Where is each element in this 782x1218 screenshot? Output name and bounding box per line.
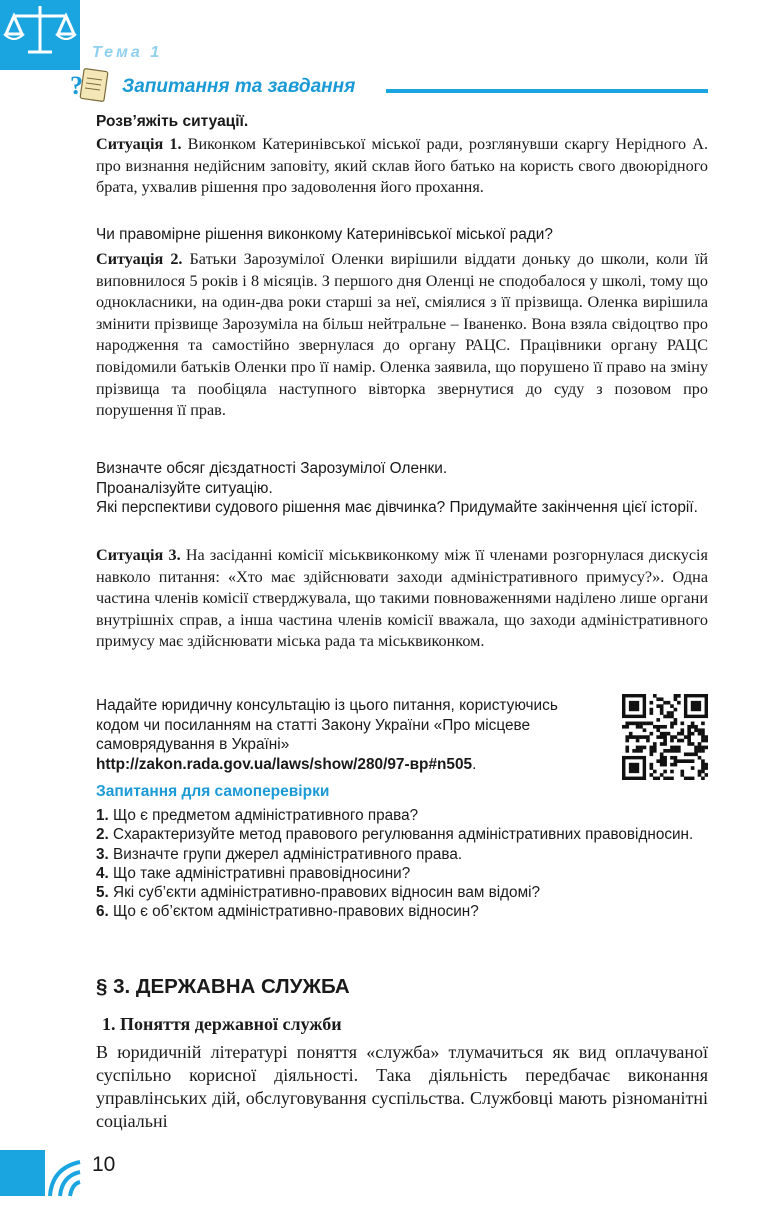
list-item: 1. Що є предметом адміністративного права? — [96, 807, 419, 824]
footer-emblem — [0, 1150, 45, 1196]
law-link[interactable]: http://zakon.rada.gov.ua/laws/show/280/97-вр#n505 — [96, 755, 473, 773]
situation-3-task: Надайте юридичну консультацію із цього питання, користуючись кодом чи посиланням на статті Закону України «Про місцеве самоврядування в Україні» http://zakon.rada.gov.ua/laws/show/280/97-вр#n505. — [96, 697, 558, 773]
list-item: 3. Визначте групи джерел адміністративного права. — [96, 845, 463, 863]
situation-3-task-text: Надайте юридичну консультацію із цього питання, користуючись кодом чи посиланням на статті Закону України «Про місцеве самоврядування в Україні» — [96, 697, 558, 753]
topic-label: Тема 1 — [92, 44, 163, 61]
situation-3 — [96, 545, 708, 653]
section-divider — [386, 89, 708, 93]
situation-1-text: Виконком Катеринівської міської ради, розглянувши скаргу Нерідного А. про визнання недійсним заповіту, який склав його батько на користь свого двоюрідного брата, ухвалив рішення про задоволення його прохання. — [96, 135, 708, 197]
self-check-list — [96, 806, 708, 922]
questions-icon — [68, 68, 112, 102]
list-item: 6. Що є об’єктом адміністративно-правових відносин? — [96, 903, 479, 921]
situation-2-question-3: Які перспективи судового рішення має дівчинка? Придумайте закінчення цієї історії. — [96, 499, 698, 516]
list-item: 4. Що таке адміністративні правовідносини? — [96, 864, 411, 882]
situation-3-label: Ситуація 3. — [96, 546, 181, 564]
situation-2-question-2: Проаналізуйте ситуацію. — [96, 480, 273, 497]
intro-heading: Розв’яжіть ситуації. — [96, 113, 249, 130]
self-check-title: Запитання для самоперевірки — [96, 783, 330, 800]
chapter-title: § 3. ДЕРЖАВНА СЛУЖБА — [96, 975, 350, 998]
situation-2-text: Батьки Зарозумілої Оленки вирішили віддати доньку до школи, коли їй виповнилося 5 років і 8 місяців. З першого дня Оленці не сподобалося у школі, тому що однокласники, на один-два роки старші за неї, сміялися з її прізвища. Оленка вирішила змінити прізвище Зарозуміла на більш нейтральне – Іваненко. Вона взяла свідоцтво про народження та самостійно звернулася до органу РАЦС. Працівники органу РАЦС повідомили батьків Оленки про її намір. Оленка заявила, що порушено її право на зміну прізвища та пообіцяла наступного вівторка звернутися до суду з позовом про порушення її прав. — [96, 250, 709, 420]
chapter-text: В юридичній літературі поняття «служба» тлумачиться як вид оплачуваної суспільно корисної діяльності. Така діяльність передбачає виконання управлінських дій, обслуговування суспільства. Службовці мають різноманітні соціальні — [96, 1042, 708, 1131]
chapter-subtitle: 1. Поняття державної служби — [102, 1014, 342, 1034]
situation-1-question: Чи правомірне рішення виконкому Катеринівської міської ради? — [96, 226, 553, 243]
list-item: 5. Які суб’єкти адміністративно-правових відносин вам відомі? — [96, 884, 540, 902]
situation-2-label: Ситуація 2. — [96, 250, 183, 268]
topic-emblem — [0, 0, 80, 70]
situation-3-text: На засіданні комісії міськвиконкому між її членами розгорнулася дискусія навколо питання: «Хто має здійснювати заходи адміністративного примусу?». Одна частина членів комісії стверджувала, що такими повноваженнями наділено лише органи внутрішніх справ, а інша частина членів комісії вважала, що заходи адміністративного примусу має здійснювати міська рада та міськвиконком. — [96, 546, 708, 651]
situation-2-question-1: Визначте обсяг дієздатності Зарозумілої Оленки. — [96, 460, 448, 477]
situation-2 — [96, 249, 708, 422]
scales-icon — [0, 0, 80, 70]
situation-1 — [96, 134, 708, 199]
list-item: 2. Схарактеризуйте метод правового регулювання адміністративних правовідносин. — [96, 826, 694, 844]
section-title: Запитання та завдання — [122, 76, 356, 97]
situation-1-label: Ситуація 1. — [96, 135, 182, 153]
waves-icon — [0, 1150, 80, 1196]
qr-code[interactable] — [622, 694, 708, 780]
svg-text:?: ? — [70, 71, 83, 100]
page-number: 10 — [92, 1153, 116, 1176]
